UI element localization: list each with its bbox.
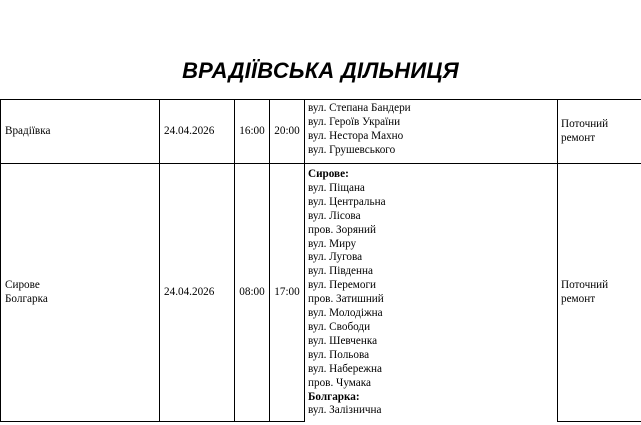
street-name: вул. Перемоги (308, 279, 377, 292)
street-name: вул. Героїв України (308, 115, 401, 128)
street-name: вул. Набережна (308, 362, 382, 375)
settlement-name: Сирове (5, 278, 40, 291)
street-name: вул. Південна (308, 265, 373, 278)
work-type-text: ремонт (561, 292, 596, 305)
street-name: вул. Грушевського (308, 143, 396, 156)
street-name: вул. Молодіжна (308, 307, 383, 320)
street-name: вул. Нестора Махно (308, 129, 404, 142)
streets-cell (305, 100, 558, 164)
street-name: вул. Центральна (308, 195, 386, 208)
street-name: вул. Лугова (308, 251, 363, 264)
schedule-body (1, 100, 641, 422)
start-time-cell: 08:00 (235, 164, 270, 422)
end-time-cell: 20:00 (270, 100, 305, 164)
street-name: вул. Степана Бандери (308, 102, 411, 114)
street-name: вул. Шевченка (308, 334, 378, 347)
street-name: вул. Миру (308, 237, 357, 250)
settlement-name: Врадіївка (5, 124, 51, 137)
date-cell: 24.04.2026 (160, 164, 235, 422)
streets-cell (305, 164, 558, 422)
settlement-heading: Болгарка: (308, 390, 360, 403)
end-time-cell: 17:00 (270, 164, 305, 422)
street-name: пров. Чумака (308, 376, 371, 389)
work-type-text: Поточний (561, 278, 609, 291)
page-title: ВРАДІЇВСЬКА ДІЛЬНИЦЯ (182, 58, 459, 83)
work-type-text: Поточний (561, 117, 609, 130)
outage-schedule-table (0, 99, 641, 422)
settlement-heading: Сирове: (308, 168, 349, 180)
street-name: пров. Затишний (308, 293, 384, 306)
street-name: вул. Свободи (308, 320, 371, 333)
settlement-name: Болгарка (5, 292, 48, 305)
street-name: вул. Польова (308, 348, 370, 361)
street-name: вул. Піщана (308, 181, 365, 194)
date-cell: 24.04.2026 (160, 100, 235, 164)
start-time-cell: 16:00 (235, 100, 270, 164)
work-type-cell (558, 164, 641, 422)
settlement-cell (1, 164, 160, 422)
work-type-text: ремонт (561, 131, 596, 144)
street-name: вул. Лісова (308, 209, 361, 222)
table-row (1, 164, 641, 422)
settlement-cell (1, 100, 160, 164)
table-row (1, 100, 641, 164)
work-type-cell (558, 100, 641, 164)
street-name: вул. Залізнична (308, 404, 382, 417)
street-name: пров. Зоряний (308, 223, 376, 236)
